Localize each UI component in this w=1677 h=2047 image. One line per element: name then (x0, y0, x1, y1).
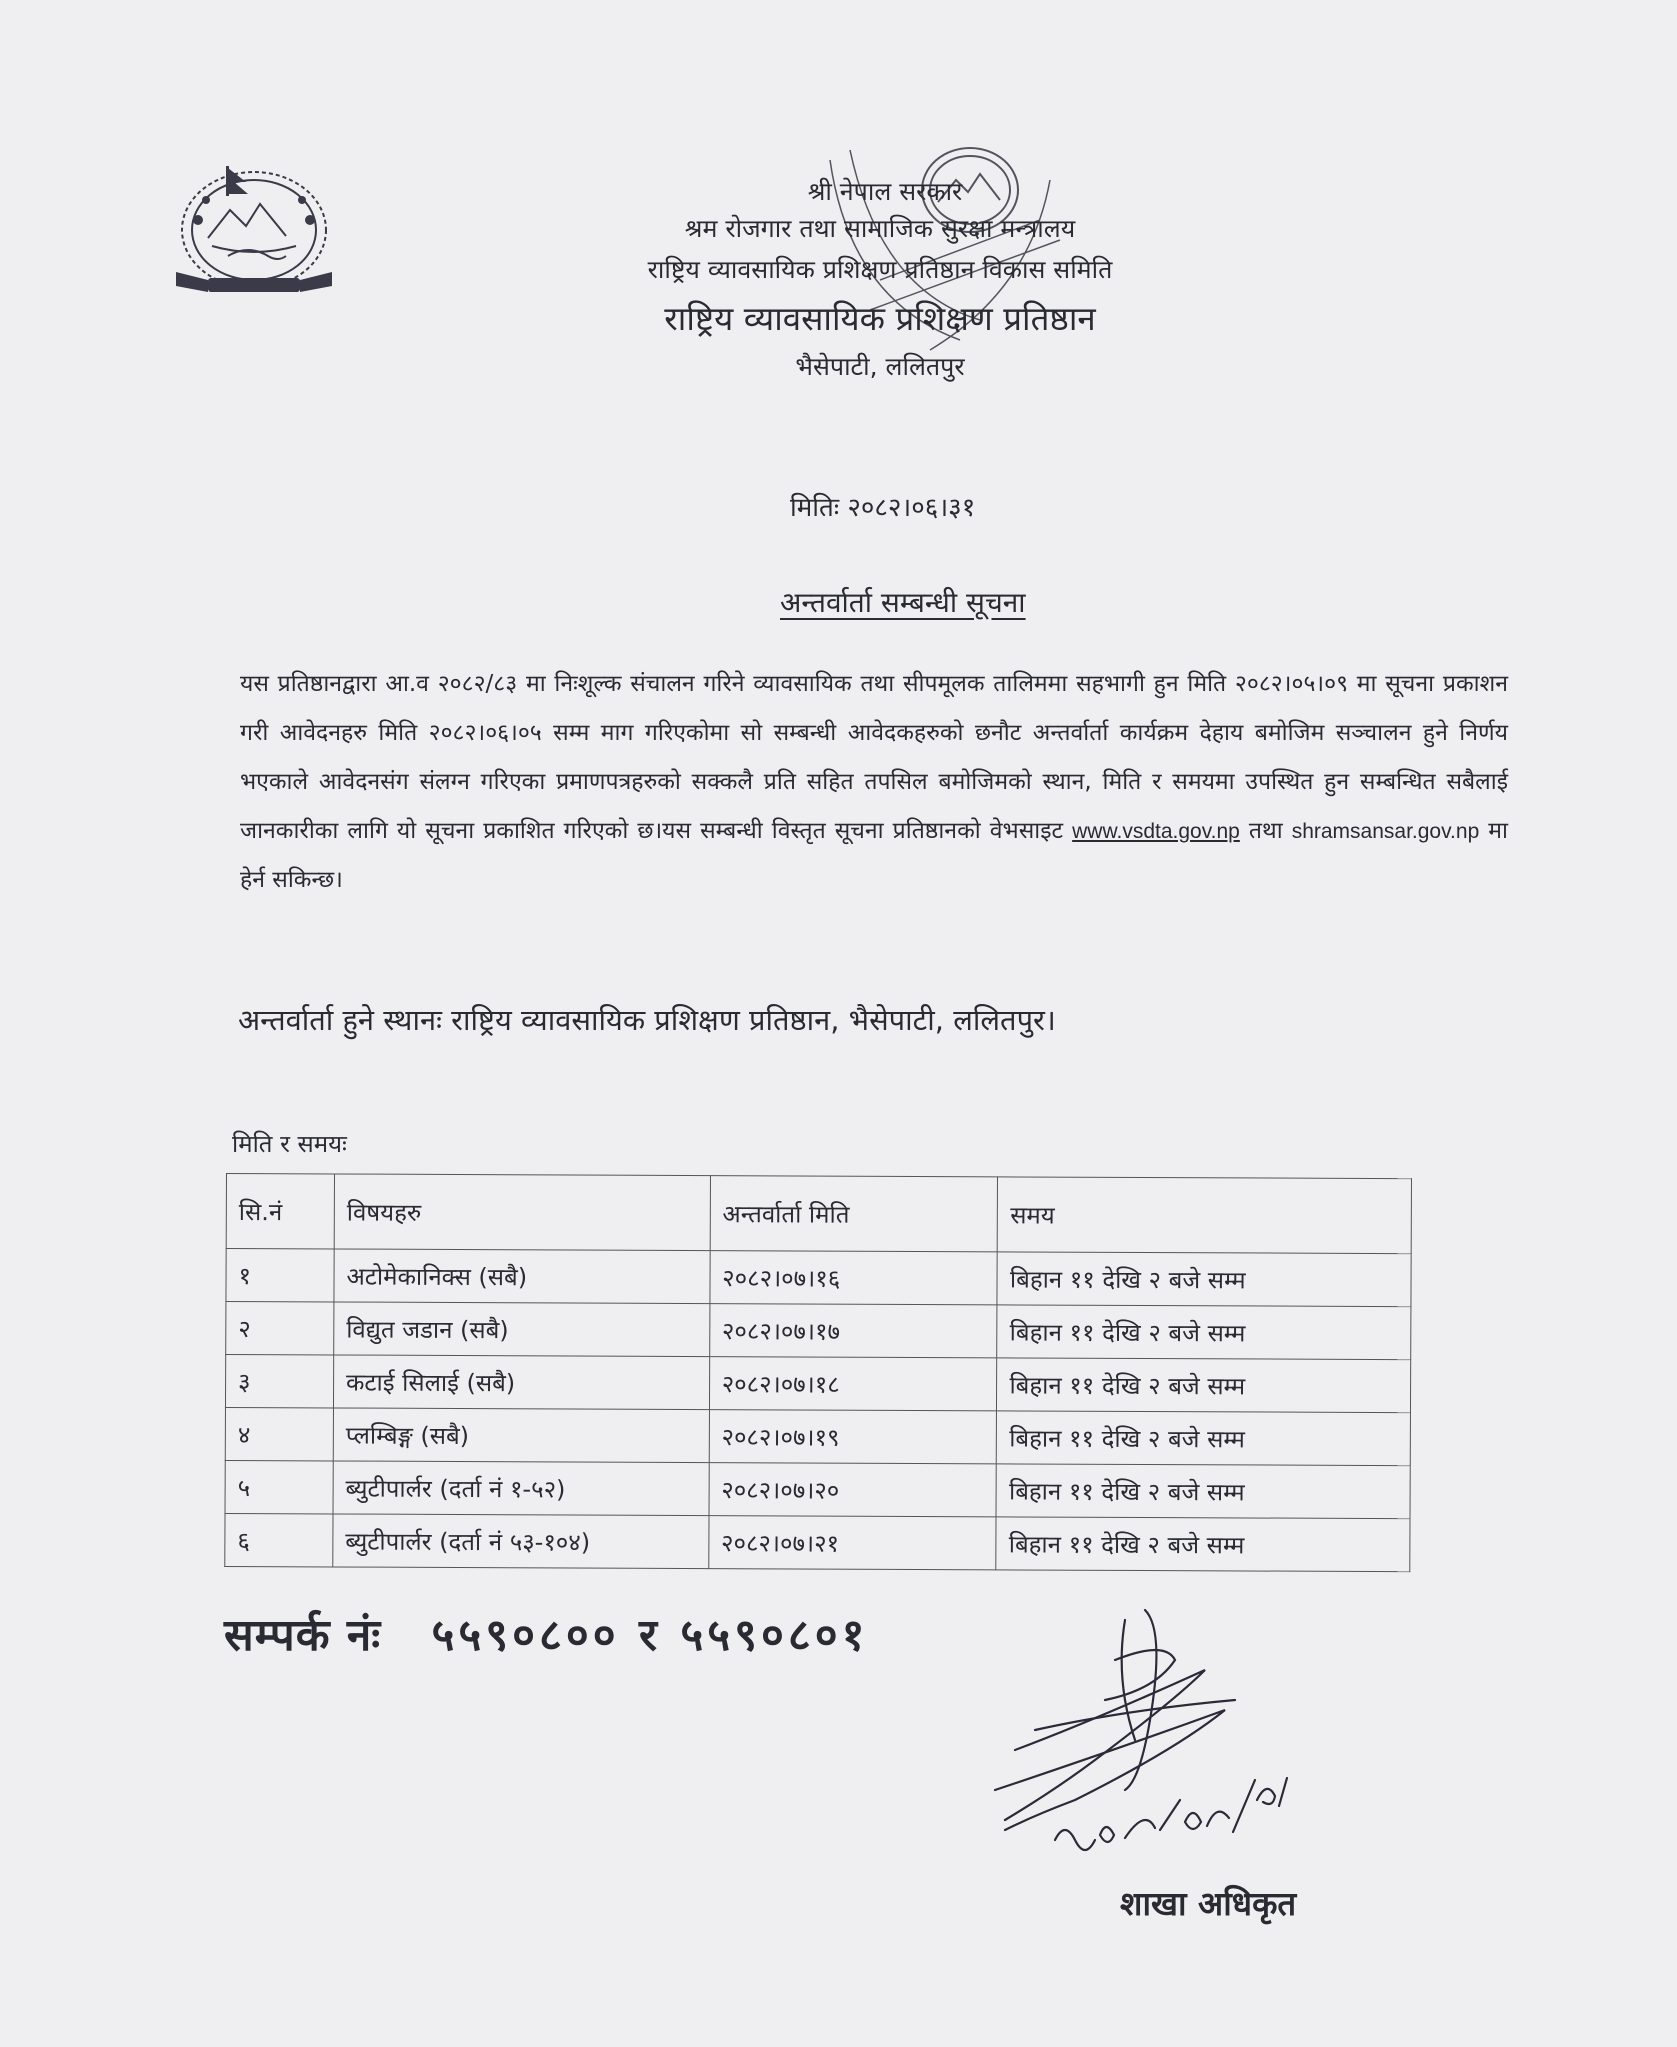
letterhead (560, 175, 1200, 387)
column-header-date: अन्तर्वार्ता मिति (710, 1176, 998, 1252)
contact-label: सम्पर्क नंः (224, 1610, 382, 1661)
schedule-label: मिति र समयः (232, 1130, 347, 1158)
table-row (226, 1249, 1411, 1307)
row-time: बिहान ११ देखि २ बजे सम्म (996, 1517, 1410, 1572)
nepal-emblem-icon (168, 160, 340, 300)
institute-address: भैसेपाटी, ललितपुर (795, 352, 965, 381)
row-time: बिहान ११ देखि २ बजे सम्म (997, 1305, 1411, 1360)
row-sn: ५ (225, 1460, 333, 1513)
body-text-end: मा हेर्न सकिन्छ। (240, 818, 1509, 893)
row-sn: ६ (225, 1513, 333, 1566)
table-row (225, 1513, 1410, 1571)
row-sn: ४ (225, 1408, 333, 1461)
row-subject: कटाई सिलाई (सबै) (333, 1355, 709, 1410)
column-header-time: समय (998, 1177, 1412, 1254)
column-header-sn: सि.नं (226, 1174, 334, 1249)
signature-icon (975, 1600, 1315, 1870)
ministry-name: श्रम रोजगार तथा सामाजिक सुरक्षा मन्त्रालय (684, 214, 1076, 243)
website-link[interactable]: www.vsdta.gov.np (1072, 820, 1240, 843)
schedule-table (224, 1173, 1412, 1572)
row-sn: १ (226, 1249, 334, 1302)
row-subject: अटोमेकानिक्स (सबै) (334, 1249, 710, 1304)
row-date: २०८२।०७।१८ (709, 1357, 997, 1411)
row-date: २०८२।०७।२१ (708, 1516, 996, 1570)
table-row (225, 1408, 1410, 1466)
body-text: यस प्रतिष्ठानद्वारा आ.व २०८२/८३ मा निःशूल्क संचालन गरिने व्यावसायिक तथा सीपमूलक तालिममा सहभागी हुन मिति २०८२।०५।०९ मा सूचना प्रकाशन गरी आवेदनहरु मिति २०८२।०६।०५ सम्म माग गरिएकोमा सो सम्बन्धी आवेदकहरुको छनौट अन्तर्वार्ता कार्यक्रम देहाय बमोजिम सञ्चालन हुने निर्णय भएकाले आवेदनसंग संलग्न गरिएका प्रमाणपत्रहरुको सक्कलै प्रति सहित तपसिल बमोजिमको स्थान, मिति र समयमा उपस्थित हुन सम्बन्धित सबैलाई जानकारीका लागि यो सूचना प्रकाशित गरिएको छ।यस सम्बन्धी विस्तृत सूचना प्रतिष्ठानको वेभसाइट (240, 671, 1508, 844)
notice-subject: अन्तर्वार्ता सम्बन्धी सूचना (780, 586, 1026, 619)
table-header-row (226, 1174, 1411, 1254)
row-date: २०८२।०७।१६ (710, 1251, 998, 1305)
row-time: बिहान ११ देखि २ बजे सम्म (997, 1358, 1411, 1413)
interview-venue: अन्तर्वार्ता हुने स्थानः राष्ट्रिय व्यावसायिक प्रशिक्षण प्रतिष्ठान, भैसेपाटी, ललितपुर। (238, 1003, 1056, 1037)
contact-numbers: ५५९०८०० र ५५९०८०१ (431, 1610, 869, 1661)
row-subject: प्लम्बिङ्ग (सबै) (333, 1408, 709, 1463)
notice-body (240, 660, 1508, 905)
notice-date: मितिः २०८२।०६।३१ (790, 493, 976, 523)
shramsansar-link[interactable]: shramsansar.gov.np (1291, 820, 1480, 843)
row-time: बिहान ११ देखि २ बजे सम्म (996, 1464, 1410, 1519)
row-date: २०८२।०७।१९ (709, 1410, 997, 1464)
row-sn: ३ (225, 1355, 333, 1408)
contact-line (224, 1603, 868, 1663)
row-sn: २ (226, 1302, 334, 1355)
government-name: श्री नेपाल सरकार (807, 177, 963, 206)
committee-name: राष्ट्रिय व्यावसायिक प्रशिक्षण प्रतिष्ठान विकास समिति (647, 255, 1113, 284)
table-row (226, 1302, 1411, 1360)
institute-name: राष्ट्रिय व्यावसायिक प्रशिक्षण प्रतिष्ठान (664, 299, 1096, 338)
row-subject: विद्युत जडान (सबै) (334, 1302, 710, 1357)
column-header-subject: विषयहरु (334, 1174, 710, 1251)
signatory-title: शाखा अधिकृत (1120, 1884, 1297, 1923)
table-row (225, 1460, 1410, 1518)
row-time: बिहान ११ देखि २ बजे सम्म (997, 1252, 1411, 1307)
row-time: बिहान ११ देखि २ बजे सम्म (997, 1411, 1411, 1466)
table-row (225, 1355, 1410, 1413)
body-connector: तथा (1248, 818, 1283, 844)
row-subject: ब्युटीपार्लर (दर्ता नं १-५२) (333, 1461, 709, 1516)
row-date: २०८२।०७।१७ (709, 1304, 997, 1358)
row-subject: ब्युटीपार्लर (दर्ता नं ५३-१०४) (333, 1514, 709, 1569)
row-date: २०८२।०७।२० (709, 1463, 997, 1517)
